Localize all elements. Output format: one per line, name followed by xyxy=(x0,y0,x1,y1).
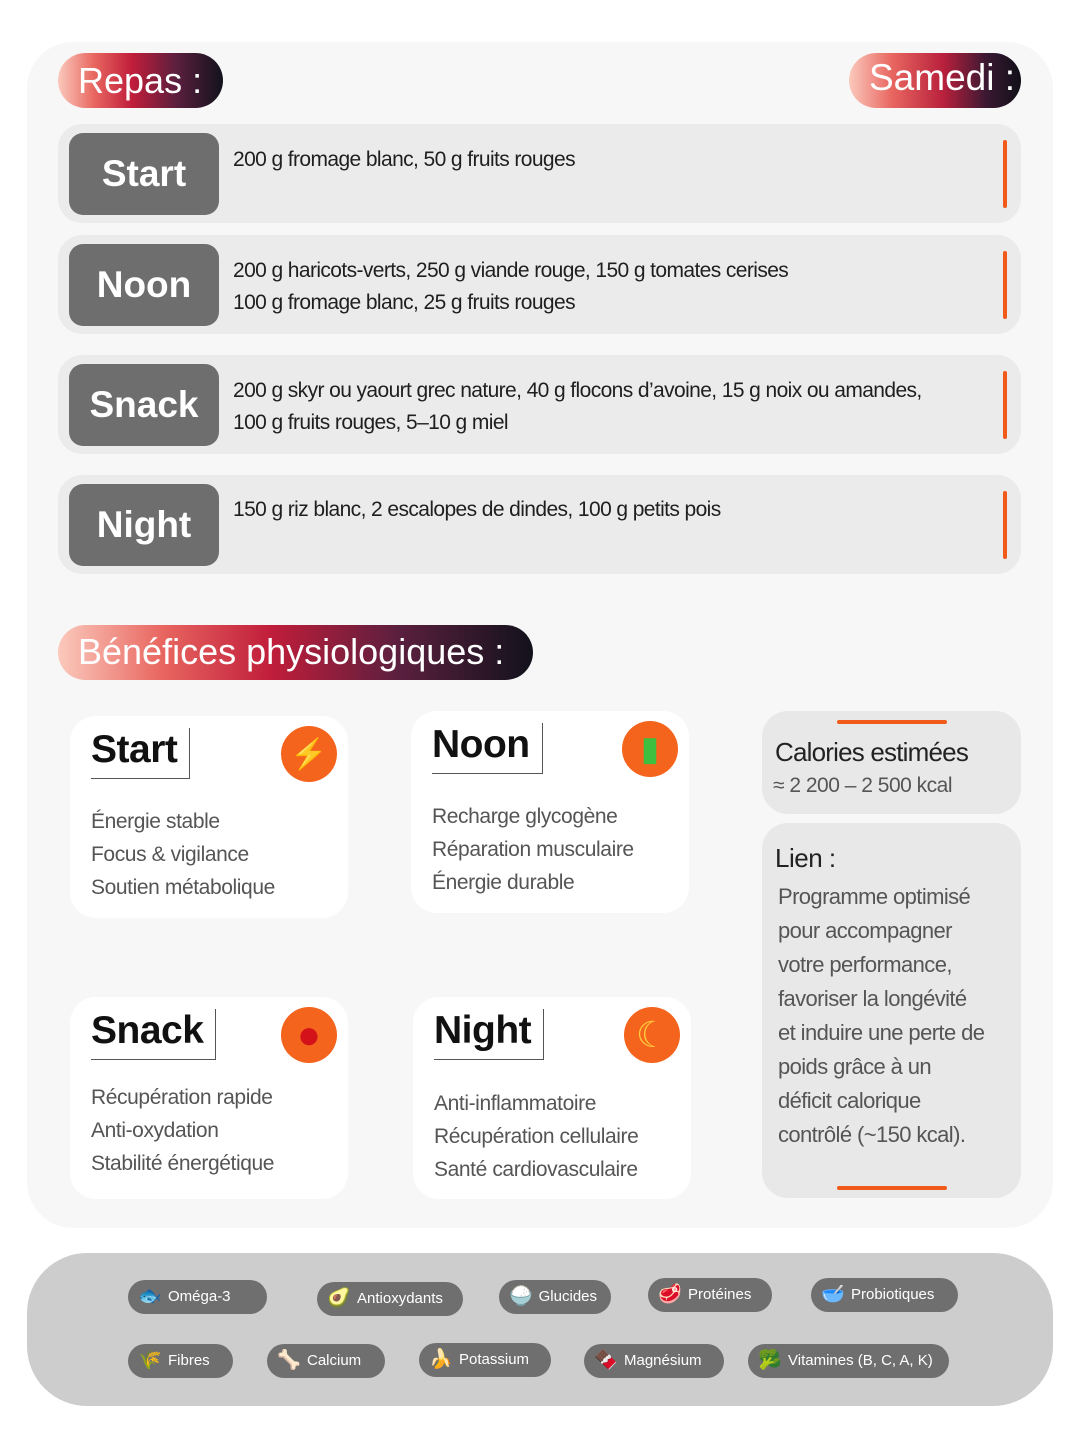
meal-accent-bar xyxy=(1003,140,1007,208)
benefit-title: Noon xyxy=(432,723,543,774)
nutrient-chip-omega3: 🐟 Oméga-3 xyxy=(128,1280,267,1314)
benefit-card-noon xyxy=(411,711,689,913)
nutrient-chip-calcium: 🦴 Calcium xyxy=(267,1344,385,1378)
meal-description: 200 g haricots-verts, 250 g viande rouge, 150 g tomates cerises 100 g fromage blanc, 25 g fruits rouges xyxy=(233,259,789,314)
nutrients-bar xyxy=(27,1253,1053,1406)
nutrient-chip-potassium: 🍌 Potassium xyxy=(419,1343,551,1377)
battery-icon: ▮ xyxy=(622,721,678,777)
chocolate-icon: 🍫 xyxy=(594,1350,618,1371)
nutrient-chip-antioxydants: 🥑 Antioxydants xyxy=(317,1282,463,1316)
lien-card xyxy=(762,823,1021,1198)
meal-row-snack xyxy=(58,355,1021,454)
benefit-title: Night xyxy=(434,1009,544,1060)
accent-line xyxy=(837,720,947,724)
nutrient-chip-vitamines: 🥦 Vitamines (B, C, A, K) xyxy=(748,1344,949,1378)
meat-icon: 🥩 xyxy=(658,1284,682,1305)
accent-line xyxy=(837,1186,947,1190)
nutrient-chip-probiotiques: 🥣 Probiotiques xyxy=(811,1278,958,1312)
lightning-icon: ⚡ xyxy=(281,726,337,782)
meal-accent-bar xyxy=(1003,371,1007,439)
benefit-card-snack xyxy=(70,997,348,1199)
meal-description: 150 g riz blanc, 2 escalopes de dindes, 100 g petits pois xyxy=(233,498,721,521)
meal-description: 200 g fromage blanc, 50 g fruits rouges xyxy=(233,148,575,171)
lien-text: Programme optimisé pour accompagner votre performance, favoriser la longévité et induire une perte de poids grâce à un déficit calorique contrôlé (~150 kcal). xyxy=(778,884,985,1147)
calories-value: ≈ 2 200 – 2 500 kcal xyxy=(773,774,952,797)
benefit-list: Anti-inflammatoire Récupération cellulaire Santé cardiovasculaire xyxy=(434,1092,639,1181)
nutrient-chip-proteines: 🥩 Protéines xyxy=(648,1278,772,1312)
meal-accent-bar xyxy=(1003,251,1007,319)
meal-tag: Night xyxy=(69,484,219,566)
meal-row-start xyxy=(58,124,1021,223)
benefits-title-pill: Bénéfices physiologiques : xyxy=(58,625,533,680)
benefit-list: Énergie stable Focus & vigilance Soutien métabolique xyxy=(91,810,275,899)
calories-card xyxy=(762,711,1021,814)
meal-tag: Snack xyxy=(69,364,219,446)
avocado-icon: 🥑 xyxy=(327,1288,351,1309)
meal-tag: Start xyxy=(69,133,219,215)
calories-title: Calories estimées xyxy=(775,737,969,767)
bowl-icon: 🥣 xyxy=(821,1284,845,1305)
nutrient-chip-magnesium: 🍫 Magnésium xyxy=(584,1344,724,1378)
meal-row-night xyxy=(58,475,1021,574)
meal-description: 200 g skyr ou yaourt grec nature, 40 g flocons d’avoine, 15 g noix ou amandes, 100 g fruits rouges, 5–10 g miel xyxy=(233,379,922,434)
benefit-title: Snack xyxy=(91,1009,216,1060)
fish-icon: 🐟 xyxy=(138,1286,162,1307)
benefit-list: Recharge glycogène Réparation musculaire Énergie durable xyxy=(432,805,634,894)
meal-tag: Noon xyxy=(69,244,219,326)
wheat-icon: 🌾 xyxy=(138,1350,162,1371)
benefit-title: Start xyxy=(91,728,190,779)
broccoli-icon: 🥦 xyxy=(758,1350,782,1371)
benefit-list: Récupération rapide Anti-oxydation Stabilité énergétique xyxy=(91,1086,275,1175)
meal-row-noon xyxy=(58,235,1021,334)
lien-title: Lien : xyxy=(775,843,836,873)
apple-icon: ● xyxy=(281,1007,337,1063)
meal-accent-bar xyxy=(1003,491,1007,559)
moon-icon: ☾ xyxy=(624,1007,680,1063)
nutrient-chip-glucides: 🍚 Glucides xyxy=(499,1280,611,1314)
rice-icon: 🍚 xyxy=(508,1286,533,1307)
benefit-card-night xyxy=(413,997,691,1199)
day-pill: Samedi : xyxy=(849,53,1021,108)
repas-pill: Repas : xyxy=(58,53,223,108)
bone-icon: 🦴 xyxy=(277,1350,301,1371)
benefit-card-start xyxy=(70,716,348,918)
nutrient-chip-fibres: 🌾 Fibres xyxy=(128,1344,233,1378)
banana-icon: 🍌 xyxy=(429,1349,453,1370)
